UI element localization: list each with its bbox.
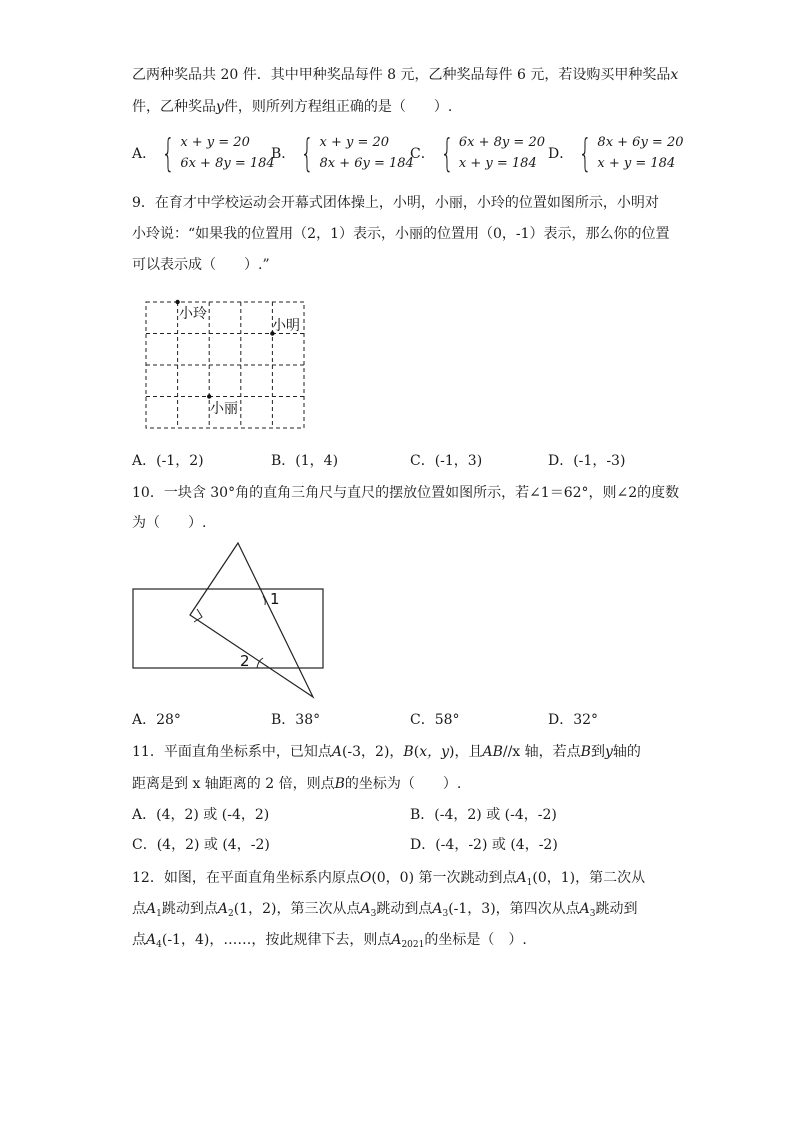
label-angle-1: 1 xyxy=(270,590,280,608)
q9-line1: 9．在育才中学校运动会开幕式团体操上，小明，小丽，小玲的位置如图所示，小明对 xyxy=(132,195,659,211)
brace-icon: { xyxy=(440,131,454,175)
q9-option-c[interactable]: C．(-1，3) xyxy=(410,453,483,469)
q10-line2: 为（ ）. xyxy=(132,515,207,531)
label-xiaoming: 小明 xyxy=(272,318,300,334)
q9-line3: 可以表示成（ ）.” xyxy=(132,257,270,273)
q9-option-d[interactable]: D．(-1，-3) xyxy=(548,453,626,469)
q9-option-b[interactable]: B．(1，4) xyxy=(271,453,339,469)
q12-line3: 点$A_4(-1$，4)，……，按此规律下去，则点$A_{2021}$的坐标是（ ）. xyxy=(132,932,527,950)
brace-icon: { xyxy=(161,131,175,175)
right-angle-mark xyxy=(194,609,202,622)
q11-option-c[interactable]: C．(4，2) 或 (4，-2) xyxy=(132,837,270,853)
q11-option-d[interactable]: D．(-4，-2) 或 (4，-2) xyxy=(410,837,558,853)
ruler xyxy=(133,589,323,668)
q8-option-d[interactable]: D． { 8x + 6y = 20 x + y = 184 xyxy=(548,131,684,175)
brace-icon: { xyxy=(300,131,315,175)
set-square xyxy=(190,543,313,697)
triangle-ruler-figure xyxy=(130,540,330,702)
q10-option-a[interactable]: A．28° xyxy=(132,712,181,728)
var-x: x xyxy=(670,67,679,83)
xiaoling-point xyxy=(175,300,179,304)
q10-line1: 10．一块含 30°角的直角三角尺与直尺的摆放位置如图所示，若∠1＝62°，则∠2的度数 xyxy=(132,485,680,501)
position-grid-figure xyxy=(140,296,312,434)
q8-line1: 乙两种奖品共 20 件．其中甲种奖品每件 8 元，乙种奖品每件 6 元，若设购买甲种奖品x xyxy=(132,67,679,83)
q9-option-a[interactable]: A．(-1，2) xyxy=(132,453,204,469)
brace-icon: { xyxy=(578,131,592,175)
q12-line1: 12．如图，在平面直角坐标系内原点O(0，0) 第一次跳动到点$A_1(0$，1)，第二次从 xyxy=(132,870,646,888)
q12-line2: 点$A_1$跳动到点$A_2(1$，2)，第三次从点$A_3$跳动到点$A_3(-1$，3)，第四次从点$A_3$跳动到 xyxy=(132,901,638,919)
q9-line2: 小玲说：“如果我的位置用（2，1）表示，小丽的位置用（0，-1）表示，那么你的位置 xyxy=(132,226,670,242)
xiaoli-point xyxy=(207,394,211,398)
q10-option-c[interactable]: C．58° xyxy=(410,712,460,728)
label-xiaoli: 小丽 xyxy=(210,401,238,417)
q8-line2: 件，乙种奖品y件，则所列方程组正确的是（ ）. xyxy=(132,99,453,115)
q8-option-c[interactable]: C． { 6x + 8y = 20 x + y = 184 xyxy=(410,131,545,175)
q11-line2: 距离是到 x 轴距离的 2 倍，则点B的坐标为（ ）. xyxy=(132,776,462,792)
label-angle-2: 2 xyxy=(240,652,250,670)
q11-option-b[interactable]: B．(-4，2) 或 (-4，-2) xyxy=(410,807,557,823)
q11-option-a[interactable]: A．(4，2) 或 (-4，2) xyxy=(132,807,270,823)
q10-option-d[interactable]: D．32° xyxy=(548,712,599,728)
q11-line1: 11．平面直角坐标系中，已知点A(-3，2)，B(x，y)，且AB//x 轴，若点B到y轴的 xyxy=(132,744,641,760)
label-xiaoling: 小玲 xyxy=(179,306,207,322)
q10-option-b[interactable]: B．38° xyxy=(271,712,321,728)
q8-option-b[interactable]: B． { x + y = 20 8x + 6y = 184 xyxy=(271,131,414,175)
q8-option-a[interactable]: A． { x + y = 20 6x + 8y = 184 xyxy=(132,131,275,175)
